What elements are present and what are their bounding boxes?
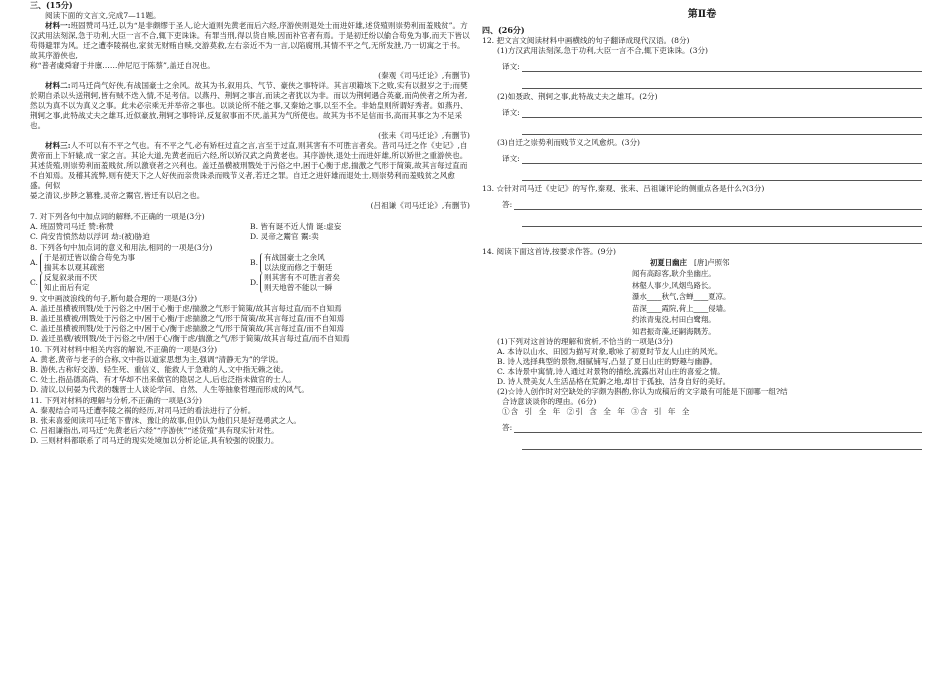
q10-option-c: C. 处士,指品德高尚、有才华却不出来做官的隐居之人,后也泛指未做官的士人。: [30, 375, 296, 385]
q14-choices: ①含 引 全 年 ②引 含 全 年 ③含 引 年 全: [502, 407, 691, 417]
q8-option-c: C. 反复叙录而不厌 知止而后有定: [30, 272, 98, 292]
q8-c-line2: 知止而后有定: [44, 282, 90, 292]
poem-title: 初夏日幽庄: [650, 257, 687, 267]
q14-stem: 14. 阅读下面这首诗,按要求作答。(9分): [482, 246, 616, 256]
q9-option-a: A. 盖迁虽横被刑戮/处于污俗之中/困于心衡于虑/揣激之气形于简策/故其言每过直/而不自知焉: [30, 304, 342, 313]
q8-options-row2: [30, 273, 470, 293]
section-four-heading: 四、(26分): [482, 25, 525, 36]
q14-answer: [502, 423, 922, 433]
material-three-text: 人不可以有不平之气也。有不平之气,必有矫枉过直之言,言至于过直,则其害有不可胜言者矣。昔司马迁之作《史记》,自黄帝而上下轩辕,成一家之言。其论大道,先黄老而后六经,所以矫汉武之尚黄老也。其序游侠,退处士而进奸雄,所以矫世之重游侠也。其述货殖,则崇势利而羞贱贫,所以激衰者之兴利也。盖迁虽横被刑戮处于污俗之中,困于心衡于虑,揣激之气形于简策,故其言每过直而不自知焉。及稽其流弊,则有使天下之人好侠而亲贵诛杀而贱节义者,若迁之罪。自迁之进奸雄而退处士,则崇势利而羞贱贫之风愈盛。何似: [30, 140, 468, 190]
q10-stem: 10. 下列对材料中相关内容的解说,不正确的一项是(3分): [30, 345, 218, 355]
q13-answer-line2[interactable]: [522, 210, 922, 227]
material-one-text: 班固赞司马迁,以为“是非颇缪于圣人,论大道则先黄老而后六经,序游侠则退处士而进奸雄,述货殖则崇势利而羞贱贫”。方汉武用法刻深,急于功利,大臣一言不合,辄下吏诛诛。有罪当刑,得以货自赎,因而补官者有焉。于是初迁纷以偷合苟免为事,而天下皆以苟得避罪为风。迁之遭李陵祸也,家贫无财贿自赎,交游莫救,左右亲近不为一言,以陷腐刑,其情不平之气,无所发泄,乃一切寓之于书。故其序游侠也,: [30, 20, 470, 60]
q12-answer-3: [502, 154, 922, 164]
material-two-label: 材料二:: [45, 80, 71, 90]
q14-answer-line2[interactable]: [522, 433, 922, 450]
q7-option-c: C. 尚安肯愤然劫以浮诃 劫:(被)胁迫: [30, 231, 150, 241]
q11-option-b: B. 张耒喜爱阅读司马迁笔下曹沫、豫让的故事,但仍认为他们只是好逞勇武之人。: [30, 416, 302, 426]
q14-option-c: C. 本诗景中寓情,诗人通过对景物的描绘,流露出对山庄的喜爱之情。: [497, 367, 725, 377]
poem-line: 知君振奇藻,还嗣海隅芳。: [632, 326, 716, 336]
q12-sentence-3: (3)自迁之崇势利而贱节义之风愈炽。(3分): [497, 137, 641, 147]
q14-sub2-stem2: 合诗意谈谈你的理由。(6分): [502, 397, 597, 407]
poem-line: 约浓青鬼没,村田白鹭翔。: [632, 315, 716, 325]
q14-answer-line[interactable]: [514, 423, 922, 433]
right-column: [482, 0, 922, 676]
q13-stem: 13. ☆针对司马迁《史记》的写作,秦观、张耒、吕祖谦评论的侧重点各是什么?(3分): [482, 183, 765, 193]
poem-block: [632, 257, 922, 337]
q12-answer-2-line[interactable]: [522, 108, 922, 118]
poem-heading: [632, 257, 922, 268]
q8-b-line1: 有战国豪士之余风: [264, 252, 325, 262]
material-three-text2: 晏之清议,步陟之篡雅,灵帝之鬻官,皆迁有以启之也。: [30, 190, 205, 200]
q12-answer-3-label: 译文:: [502, 153, 520, 163]
q7-options-row1: [30, 222, 470, 232]
q12-sentence-1: (1)方汉武用法刻深,急于功利,大臣一言不合,辄下吏诛诛。(3分): [497, 45, 709, 55]
q12-answer-1-line[interactable]: [522, 62, 922, 72]
material-two: [30, 81, 470, 131]
q8-option-b: B. 有战国豪士之余风 以法度而修之于朝廷: [250, 252, 333, 272]
q13-answer: [502, 200, 922, 210]
q12-answer-1-label: 译文:: [502, 61, 520, 71]
q8-d-line2: 则天地曾不能以一瞬: [264, 282, 333, 292]
left-column: [30, 0, 470, 676]
material-three: [30, 141, 470, 191]
q12-stem: 12. 把文言文阅读材料中画横线的句子翻译成现代汉语。(8分): [482, 35, 690, 45]
q14-answer-label: 答:: [502, 423, 513, 433]
q12-answer-2: [502, 108, 922, 118]
q10-option-d: D. 清议,以何晏为代表的魏晋士人谈论学问、自然、人生等抽象哲理而形成的风气。: [30, 385, 309, 395]
reading-intro: 阅读下面的文言文,完成7—11题。: [45, 10, 161, 20]
q10-option-a: A. 黄老,黄帝与老子的合称,文中指以道家思想为主,强调“清静无为”的学说。: [30, 355, 284, 365]
part-two-title: 第Ⅱ卷: [687, 9, 717, 20]
q13-answer-label: 答:: [502, 199, 513, 209]
q14-option-a: A. 本诗以山水、田园为描写对象,歌咏了初夏时节友人山庄的风光。: [497, 347, 723, 357]
q8-c-line1: 反复叙录而不厌: [44, 272, 98, 282]
q8-d-line1: 则其害有不可胜言者矣: [264, 272, 340, 282]
q9-stem: 9. 文中画波浪线的句子,断句最合理的一项是(3分): [30, 293, 198, 303]
q7-stem: 7. 对下列各句中加点词的解释,不正确的一项是(3分): [30, 211, 205, 221]
q12-answer-3-line[interactable]: [522, 154, 922, 164]
q13-answer-line3[interactable]: [522, 227, 922, 244]
q9-option-c: C. 盖迁虽横被刑戮/处于污俗之中/困于心/衡于虑揣激之气/形于简策故/其言每过直/而不自知焉: [30, 324, 345, 334]
q11-option-d: D. 三则材料都联系了司马迁的现实处境加以分析论证,具有较强的说服力。: [30, 436, 279, 446]
material-one-source: (秦观《司马迁论》,有删节): [378, 70, 470, 80]
q8-a-line2: 揣其本以观其疏密: [44, 262, 105, 272]
q7-options-row2: [30, 232, 470, 242]
q11-stem: 11. 下列对材料的理解与分析,不正确的一项是(3分): [30, 396, 202, 406]
material-one-text2: 称“普者虞舜窘于井廪……仲尼厄于陈蔡”,盖迁自况也。: [30, 60, 215, 70]
q12-answer-2-line2[interactable]: [522, 118, 922, 135]
poem-line: 苗深____霞院,荷上____侵墙。: [632, 303, 731, 313]
poem-line: 瀑水____秋气,含蝉____夏凉。: [632, 292, 731, 302]
material-one: [30, 21, 470, 61]
material-three-label: 材料三:: [45, 140, 71, 150]
q14-option-b: B. 诗人选择典型的景物,细腻铺写,凸显了夏日山庄的野趣与幽静。: [497, 357, 718, 367]
material-three-source: (吕祖谦《司马迁论》,有删节): [370, 200, 470, 210]
q12-sentence-2: (2)如聂政、荆轲之事,此特战丈夫之雄耳。(2分): [497, 91, 658, 101]
q12-answer-1: [502, 62, 922, 72]
q14-sub2-stem: (2)☆诗人创作时对空缺处的字颇为斟酌,你认为成稿后的文字最有可能是下面哪一组?结: [497, 387, 788, 397]
q12-answer-1-line2[interactable]: [522, 72, 922, 89]
q8-option-d: D. 则其害有不可胜言者矣 则天地曾不能以一瞬: [250, 272, 340, 292]
material-two-source: (张耒《司马迁论》,有删节): [378, 130, 470, 140]
material-two-text: 司马迁尚气好侠,有战国豪士之余风。故其为书,叙用兵、气节、豪侠之事特详。其言项籍垓下之败,实有以报岁之于;而樊於期自杀以头送荆轲,皆有贼不迭入情,不足考信。以燕丹、荆轲之事言,而读之者犹以为非。而以为荆轲遇合英豪,而尚侠者之所为者,然以为真不以为真义之事。此未必宗乘无并举帝之事也。以谈论所不能之事,又秦始之事,以至不全。非始皇则所谓好秀者。如燕丹、荆轲之事,此特战丈夫之雄耳,近似豪放,荆轲之事特详,反复叙事而不厌,盖其为气所使也。故其为书不足信而书,高而其事之为不足采也。: [30, 80, 468, 130]
q7-option-a: A. 班固赞司马迁 赞:称赞: [30, 221, 114, 231]
material-one-label: 材料一:: [45, 20, 71, 30]
q8-stem: 8. 下列各句中加点词的意义和用法,相同的一项是(3分): [30, 242, 213, 252]
q8-option-a: A. 于是初迁皆以偷合苟免为事 揣其本以观其疏密: [30, 252, 136, 272]
q7-option-b: B. 皆有诞不近人情 诞:虚妄: [250, 221, 342, 231]
q10-option-b: B. 游侠,古称好交游、轻生死、重信义、能救人于急难的人,文中指无赖之徒。: [30, 365, 289, 375]
q14-option-d: D. 诗人赞美友人生活品格在荒僻之地,却甘于孤独、洁身自好的美好。: [497, 377, 731, 387]
q8-options-row1: [30, 253, 470, 273]
q8-b-line2: 以法度而修之于朝廷: [264, 262, 333, 272]
q12-answer-3-line2[interactable]: [522, 164, 922, 181]
q11-option-a: A. 秦观结合司马迁遭李陵之祸的经历,对司马迁的看法进行了分析。: [30, 406, 256, 416]
q9-option-d: D. 盖迁虽横/被刑戮/处于污俗之中/困于心/衡于虑/揣激之气/形于简策/故其言每过直/而不自知焉: [30, 334, 350, 344]
section-three-heading: 三、(15分): [30, 0, 73, 10]
poem-line: 林壑人事少,风烟鸟路长。: [632, 280, 716, 290]
q12-answer-2-label: 译文:: [502, 107, 520, 117]
q7-option-d: D. 灵帝之鬻官 鬻:卖: [250, 231, 319, 241]
poem-author: [唐]卢照邻: [694, 257, 730, 267]
q8-a-line1: 于是初迁皆以偷合苟免为事: [44, 252, 136, 262]
q13-answer-line[interactable]: [514, 200, 922, 210]
q9-option-b: B. 盖迁虽横被/刑戮处于污俗之中/困于心衡/于虑揣激之气/形于简策/故其言每过直/而不自知焉: [30, 314, 345, 324]
q11-option-c: C. 吕祖谦指出,司马迁“先黄老后六经”“序游侠”“述货殖”具有现实针对性。: [30, 426, 279, 436]
q14-sub1-stem: (1)下列对这首诗的理解和赏析,不恰当的一项是(3分): [497, 337, 673, 347]
poem-line: 闻有高踪客,耿介坐幽庄。: [632, 269, 716, 279]
